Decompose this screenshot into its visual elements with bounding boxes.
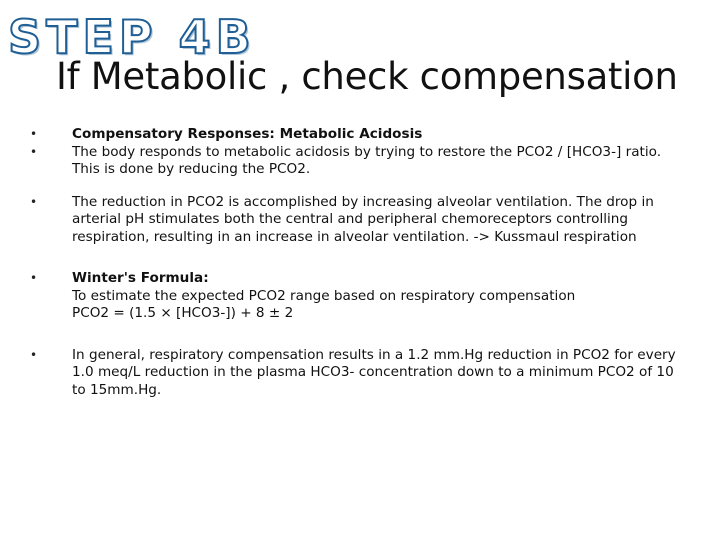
bullet-item-acidosis-heading [30,126,690,144]
bullet-marker: • [30,194,38,209]
bullet-marker: • [30,347,38,362]
bullet-marker: • [30,271,38,285]
slide-title: If Metabolic , check compensation [56,55,678,98]
bullet-text: In general, respiratory compensation results in a 1.2 mm.Hg reduction in PCO2 for every 1.0 meq/L reduction in the plasma HCO3- concentration down to a minimum PCO2 of 10 to 15mm.Hg. [72,346,676,398]
bullet-text: The reduction in PCO2 is accomplished by increasing alveolar ventilation. The drop in arterial pH stimulates both the central and peripheral chemoreceptors controlling respiration, resulting in an increase in alveolar ventilation. -> Kussmaul respiration [72,193,654,245]
winters-formula-heading: Winter's Formula: [72,270,209,286]
step-label: STEP 4B [8,10,256,64]
winters-formula-equation: PCO2 = (1.5 × [HCO3-]) + 8 ± 2 [72,305,294,321]
bullet-text-heading: Compensatory Responses: Metabolic Acidosis [72,126,423,142]
bullet-marker: • [30,144,38,159]
bullet-item-winters-formula [30,270,690,323]
bullet-item-compensation-rate [30,347,690,400]
bullet-marker: • [30,127,38,141]
bullet-item-ventilation [30,194,690,247]
bullet-item-body-response [30,144,690,179]
bullet-text: The body responds to metabolic acidosis by trying to restore the PCO2 / [HCO3-] ratio. This is done by reducing the PCO2. [72,143,662,177]
winters-formula-description: To estimate the expected PCO2 range based on respiratory compensation [72,287,576,304]
bullet-list [30,126,690,399]
